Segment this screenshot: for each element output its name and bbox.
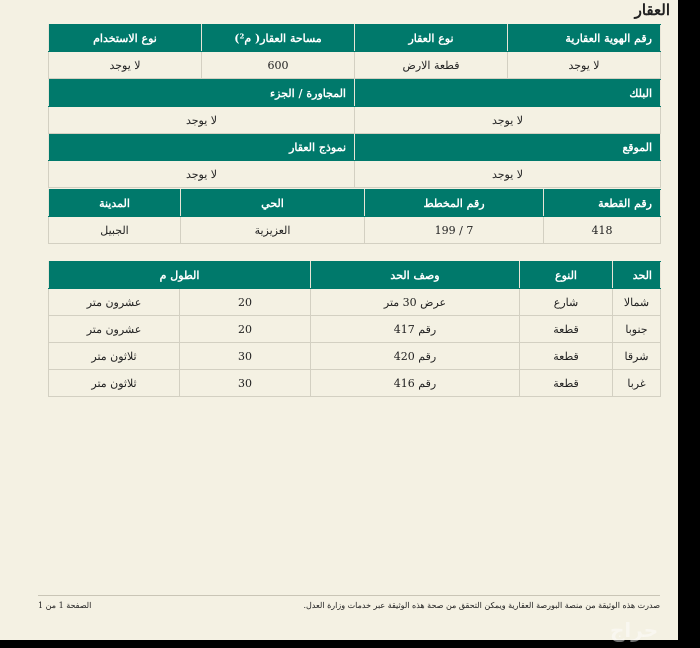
boundary-description: رقم 416 [311, 370, 520, 397]
header-type: النوع [520, 262, 613, 289]
boundary-length-words: ثلاثون متر [49, 343, 180, 370]
value-block: لا يوجد [355, 107, 661, 134]
boundary-description: عرض 30 متر [311, 289, 520, 316]
header-district: الحي [181, 190, 365, 217]
watermark-logo: حراج [610, 618, 659, 642]
header-property-model: نموذج العقار [49, 134, 355, 161]
header-boundary-description: وصف الحد [311, 262, 520, 289]
boundary-length-words: عشرون متر [49, 316, 180, 343]
boundary-length-words: ثلاثون متر [49, 370, 180, 397]
header-boundary: الحد [613, 262, 661, 289]
header-plot-number: رقم القطعة [544, 190, 661, 217]
value-district: العزيزية [181, 217, 365, 244]
value-property-model: لا يوجد [49, 161, 355, 188]
header-length: الطول م [49, 262, 311, 289]
plot-table [48, 189, 661, 244]
header-property-type: نوع العقار [355, 25, 508, 52]
value-property-type: قطعة الارض [355, 52, 508, 79]
header-neighborhood-part: المجاورة / الجزء [49, 80, 355, 107]
header-scheme-number: رقم المخطط [365, 190, 544, 217]
boundary-description: رقم 420 [311, 343, 520, 370]
value-plot-number: 418 [544, 217, 661, 244]
value-property-id: لا يوجد [508, 52, 661, 79]
header-property-area: مساحة العقار( م²) [202, 25, 355, 52]
boundary-type: قطعة [520, 343, 613, 370]
boundary-description: رقم 417 [311, 316, 520, 343]
boundary-length: 30 [180, 370, 311, 397]
footer-note: صدرت هذه الوثيقة من منصة البورصة العقارية ويمكن التحقق من صحة هذه الوثيقة عبر خدمات وزارة العدل. [303, 601, 660, 610]
header-usage-type: نوع الاستخدام [49, 25, 202, 52]
property-info-table [48, 24, 661, 79]
boundaries-table [48, 261, 661, 397]
table-row [49, 316, 661, 343]
value-scheme-number: 7 / 199 [365, 217, 544, 244]
boundary-length: 20 [180, 316, 311, 343]
value-property-area: 600 [202, 52, 355, 79]
table-row [49, 289, 661, 316]
value-usage-type: لا يوجد [49, 52, 202, 79]
boundary-length-words: عشرون متر [49, 289, 180, 316]
table-row [49, 370, 661, 397]
section-title: العقار [634, 1, 670, 19]
boundary-length: 20 [180, 289, 311, 316]
boundary-direction: شرقا [613, 343, 661, 370]
boundary-type: قطعة [520, 316, 613, 343]
header-property-id: رقم الهوية العقارية [508, 25, 661, 52]
boundary-direction: شمالا [613, 289, 661, 316]
boundary-direction: غربا [613, 370, 661, 397]
boundary-type: قطعة [520, 370, 613, 397]
block-location-table [48, 79, 661, 188]
boundary-type: شارع [520, 289, 613, 316]
value-location: لا يوجد [355, 161, 661, 188]
page-number: الصفحة 1 من 1 [38, 601, 92, 610]
value-neighborhood-part: لا يوجد [49, 107, 355, 134]
value-city: الجبيل [49, 217, 181, 244]
boundary-direction: جنوبا [613, 316, 661, 343]
header-location: الموقع [355, 134, 661, 161]
header-city: المدينة [49, 190, 181, 217]
table-row [49, 343, 661, 370]
footer-divider [38, 595, 660, 596]
header-block: البلك [355, 80, 661, 107]
boundary-length: 30 [180, 343, 311, 370]
